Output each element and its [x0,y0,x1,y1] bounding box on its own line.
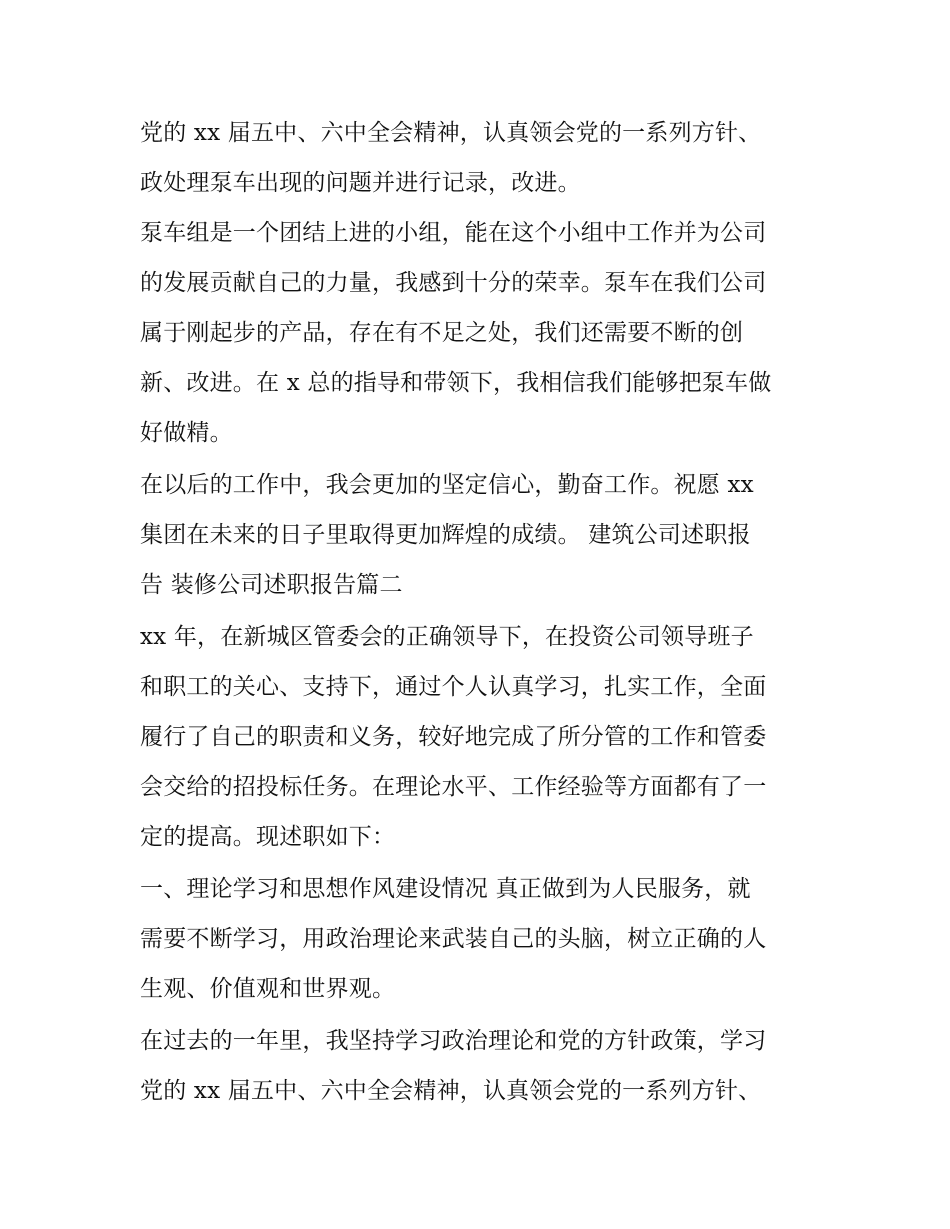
text-line: 履行了自己的职责和义务，较好地完成了所分管的工作和管委 [140,724,767,750]
text-line: 生观、价值观和世界观。 [140,976,396,1002]
text-line: 告 装修公司述职报告篇二 [140,572,403,598]
text-line: 和职工的关心、支持下，通过个人认真学习，扎实工作，全面 [140,674,767,700]
text-line: 需要不断学习，用政治理论来武装自己的头脑，树立正确的人 [140,926,767,952]
text-line: 泵车组是一个团结上进的小组，能在这个小组中工作并为公司 [140,220,767,246]
text-line: 新、改进。在 x 总的指导和带领下，我相信我们能够把泵车做 [140,370,772,396]
text-line: 党的 xx 届五中、六中全会精神，认真领会党的一系列方针、 [140,1078,762,1104]
text-line: 集团在未来的日子里取得更加辉煌的成绩。 建筑公司述职报 [140,522,751,548]
text-line: 在以后的工作中，我会更加的坚定信心，勤奋工作。祝愿 xx [140,472,754,498]
text-line: 会交给的招投标任务。在理论水平、工作经验等方面都有了一 [140,774,767,800]
text-line: 一、理论学习和思想作风建设情况 真正做到为人民服务，就 [140,876,751,902]
text-line: 定的提高。现述职如下： [140,824,396,850]
text-line: 好做精。 [140,420,233,446]
text-line: 在过去的一年里，我坚持学习政治理论和党的方针政策，学习 [140,1028,767,1054]
text-line: 属于刚起步的产品，存在有不足之处，我们还需要不断的创 [140,320,744,346]
text-line: 的发展贡献自己的力量，我感到十分的荣幸。泵车在我们公司 [140,270,767,296]
text-line: 党的 xx 届五中、六中全会精神，认真领会党的一系列方针、 [140,120,762,146]
text-line: 政处理泵车出现的问题并进行记录，改进。 [140,170,581,196]
text-line: xx 年，在新城区管委会的正确领导下，在投资公司领导班子 [140,624,754,650]
